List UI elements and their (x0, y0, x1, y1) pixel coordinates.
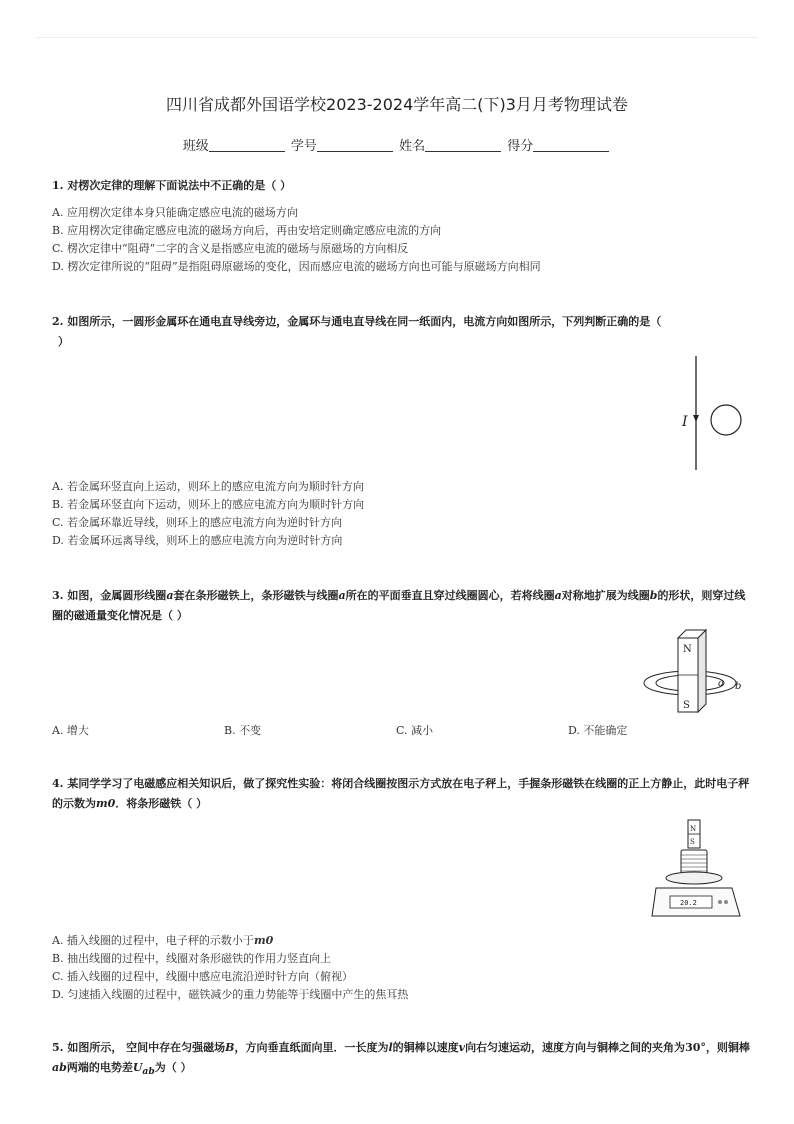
score-label: 得分 (507, 139, 534, 154)
q2-wire-ring-figure (672, 354, 752, 472)
q1-option-b: B. 应用楞次定律确定感应电流的磁场方向后，再由安培定则确定感应电流的方向 (52, 224, 442, 237)
class-label: 班级 (182, 139, 209, 154)
var-U-sub: ab (142, 1066, 155, 1078)
q3-stem (52, 586, 752, 626)
var-l: l (388, 1041, 393, 1054)
q4-option-d: D. 匀速插入线圈的过程中，磁铁减少的重力势能等于线圈中产生的焦耳热 (52, 988, 409, 1001)
q2-option-c: C. 若金属环靠近导线，则环上的感应电流方向为逆时针方向 (52, 516, 343, 529)
metal-ring (711, 405, 741, 435)
q3-option-c: C. 减小 (396, 724, 434, 737)
q5-stem (52, 1038, 752, 1082)
q3-option-d: D. 不能确定 (568, 724, 628, 737)
q4-option-a (52, 932, 273, 950)
q2-option-d: D. 若金属环远离导线，则环上的感应电流方向为逆时针方向 (52, 534, 343, 547)
scale-pan (666, 872, 722, 884)
q3-stem-part: 套在条形磁铁上，条形磁铁与线圈 (173, 589, 339, 602)
q1-option-d: D. 楞次定律所说的“阻碍”是指阻碍原磁场的变化，因而感应电流的磁场方向也可能与原磁场方向相同 (52, 260, 541, 273)
magnet-north-label: N (690, 825, 697, 833)
var-v: v (458, 1041, 466, 1054)
coil-b-label: b (735, 681, 742, 692)
id-label: 学号 (290, 139, 317, 154)
q1-option-c: C. 楞次定律中“阻碍”二字的含义是指感应电流的磁场与原磁场的方向相反 (52, 242, 409, 255)
q3-stem-part: 所在的平面垂直且穿过线圈圆心，若将线圈 (345, 589, 555, 602)
magnet-north-label: N (683, 644, 692, 655)
q2-stem (52, 312, 752, 352)
q2-option-b: B. 若金属环竖直向下运动，则环上的感应电流方向为顺时针方向 (52, 498, 365, 511)
var-m0: m0 (96, 797, 116, 810)
coil-a-label: a (718, 678, 724, 689)
exam-title: 四川省成都外国语学校2023-2024学年高二(下)3月月考物理试卷 (166, 95, 628, 114)
var-ab: ab (52, 1061, 67, 1074)
q2-option-a: A. 若金属环竖直向上运动，则环上的感应电流方向为顺时针方向 (52, 480, 364, 493)
score-blank[interactable] (533, 138, 609, 152)
student-info-line (0, 135, 794, 154)
id-blank[interactable] (317, 138, 393, 152)
q5-stem-part: ，则铜棒 (705, 1041, 750, 1054)
q1-option-a: A. 应用楞次定律本身只能确定感应电流的磁场方向 (52, 206, 298, 219)
var-a: a (338, 589, 346, 602)
q5-stem-part: 两端的电势差 (66, 1061, 133, 1074)
scale-button (718, 900, 722, 904)
name-blank[interactable] (425, 138, 501, 152)
magnet-south-label: S (683, 700, 690, 711)
q5-stem-part: 向右匀速运动，速度方向与铜棒之间的夹角为 (465, 1041, 686, 1054)
var-b: b (649, 589, 658, 602)
q5-stem-part: 为（ ） (154, 1061, 192, 1074)
scale-button (724, 900, 728, 904)
page-top-divider (36, 37, 758, 38)
var-a: a (166, 589, 174, 602)
q3-option-a: A. 增大 (52, 724, 89, 737)
magnet-side-face (698, 630, 706, 712)
magnet-south-label: S (690, 838, 695, 846)
q4-option-b: B. 抽出线圈的过程中，线圈对条形磁铁的作用力竖直向上 (52, 952, 332, 965)
q3-stem-part: 对称地扩展为线圈 (561, 589, 650, 602)
q4-option-a-text: A. 插入线圈的过程中，电子秤的示数小于 (52, 934, 254, 947)
var-U: U (132, 1061, 143, 1074)
q3-magnet-coil-figure (640, 626, 750, 714)
name-label: 姓名 (399, 139, 426, 154)
current-arrow-icon (693, 415, 699, 422)
q4-stem-part: 4. 某同学学习了电磁感应相关知识后，做了探究性实验：将闭合线圈按图示方式放在电子秤上，手握条形磁铁在线圈的正上方静止，此时电子秤的示数为 (52, 777, 750, 810)
q5-stem-part: 的铜棒以速度 (392, 1041, 459, 1054)
q3-stem-part: 3. 如图，金属圆形线圈 (52, 589, 167, 602)
q4-stem (52, 774, 752, 814)
q2-stem-tail: ） (58, 335, 69, 348)
q5-stem-part: 5. 如图所示， 空间中存在匀强磁场 (52, 1041, 226, 1054)
current-label: I (682, 414, 688, 430)
var-a: a (554, 589, 562, 602)
q1-stem: 1. 对楞次定律的理解下面说法中不正确的是（ ） (52, 179, 292, 192)
q4-scale-figure (648, 816, 744, 926)
scale-display-reading: 20.2 (680, 899, 697, 907)
q5-stem-part: ，方向垂直纸面向里．一长度为 (234, 1041, 389, 1054)
q3-options (52, 722, 742, 740)
var-B: B (225, 1041, 235, 1054)
q4-option-c: C. 插入线圈的过程中，线圈中感应电流沿逆时针方向（俯视） (52, 970, 354, 983)
q2-stem-text: 2. 如图所示，一圆形金属环在通电直导线旁边，金属环与通电直导线在同一纸面内，电流方向如图所示，下列判断正确的是（ (52, 315, 662, 328)
q4-stem-part: ．将条形磁铁（ ） (115, 797, 208, 810)
angle-value: 30° (685, 1041, 706, 1054)
q3-option-b: B. 不变 (224, 724, 262, 737)
var-m0: m0 (253, 934, 274, 947)
q3-stem-part: 的形状，则穿过线圈的磁通量变化情况是（ ） (52, 589, 746, 622)
class-blank[interactable] (209, 138, 285, 152)
